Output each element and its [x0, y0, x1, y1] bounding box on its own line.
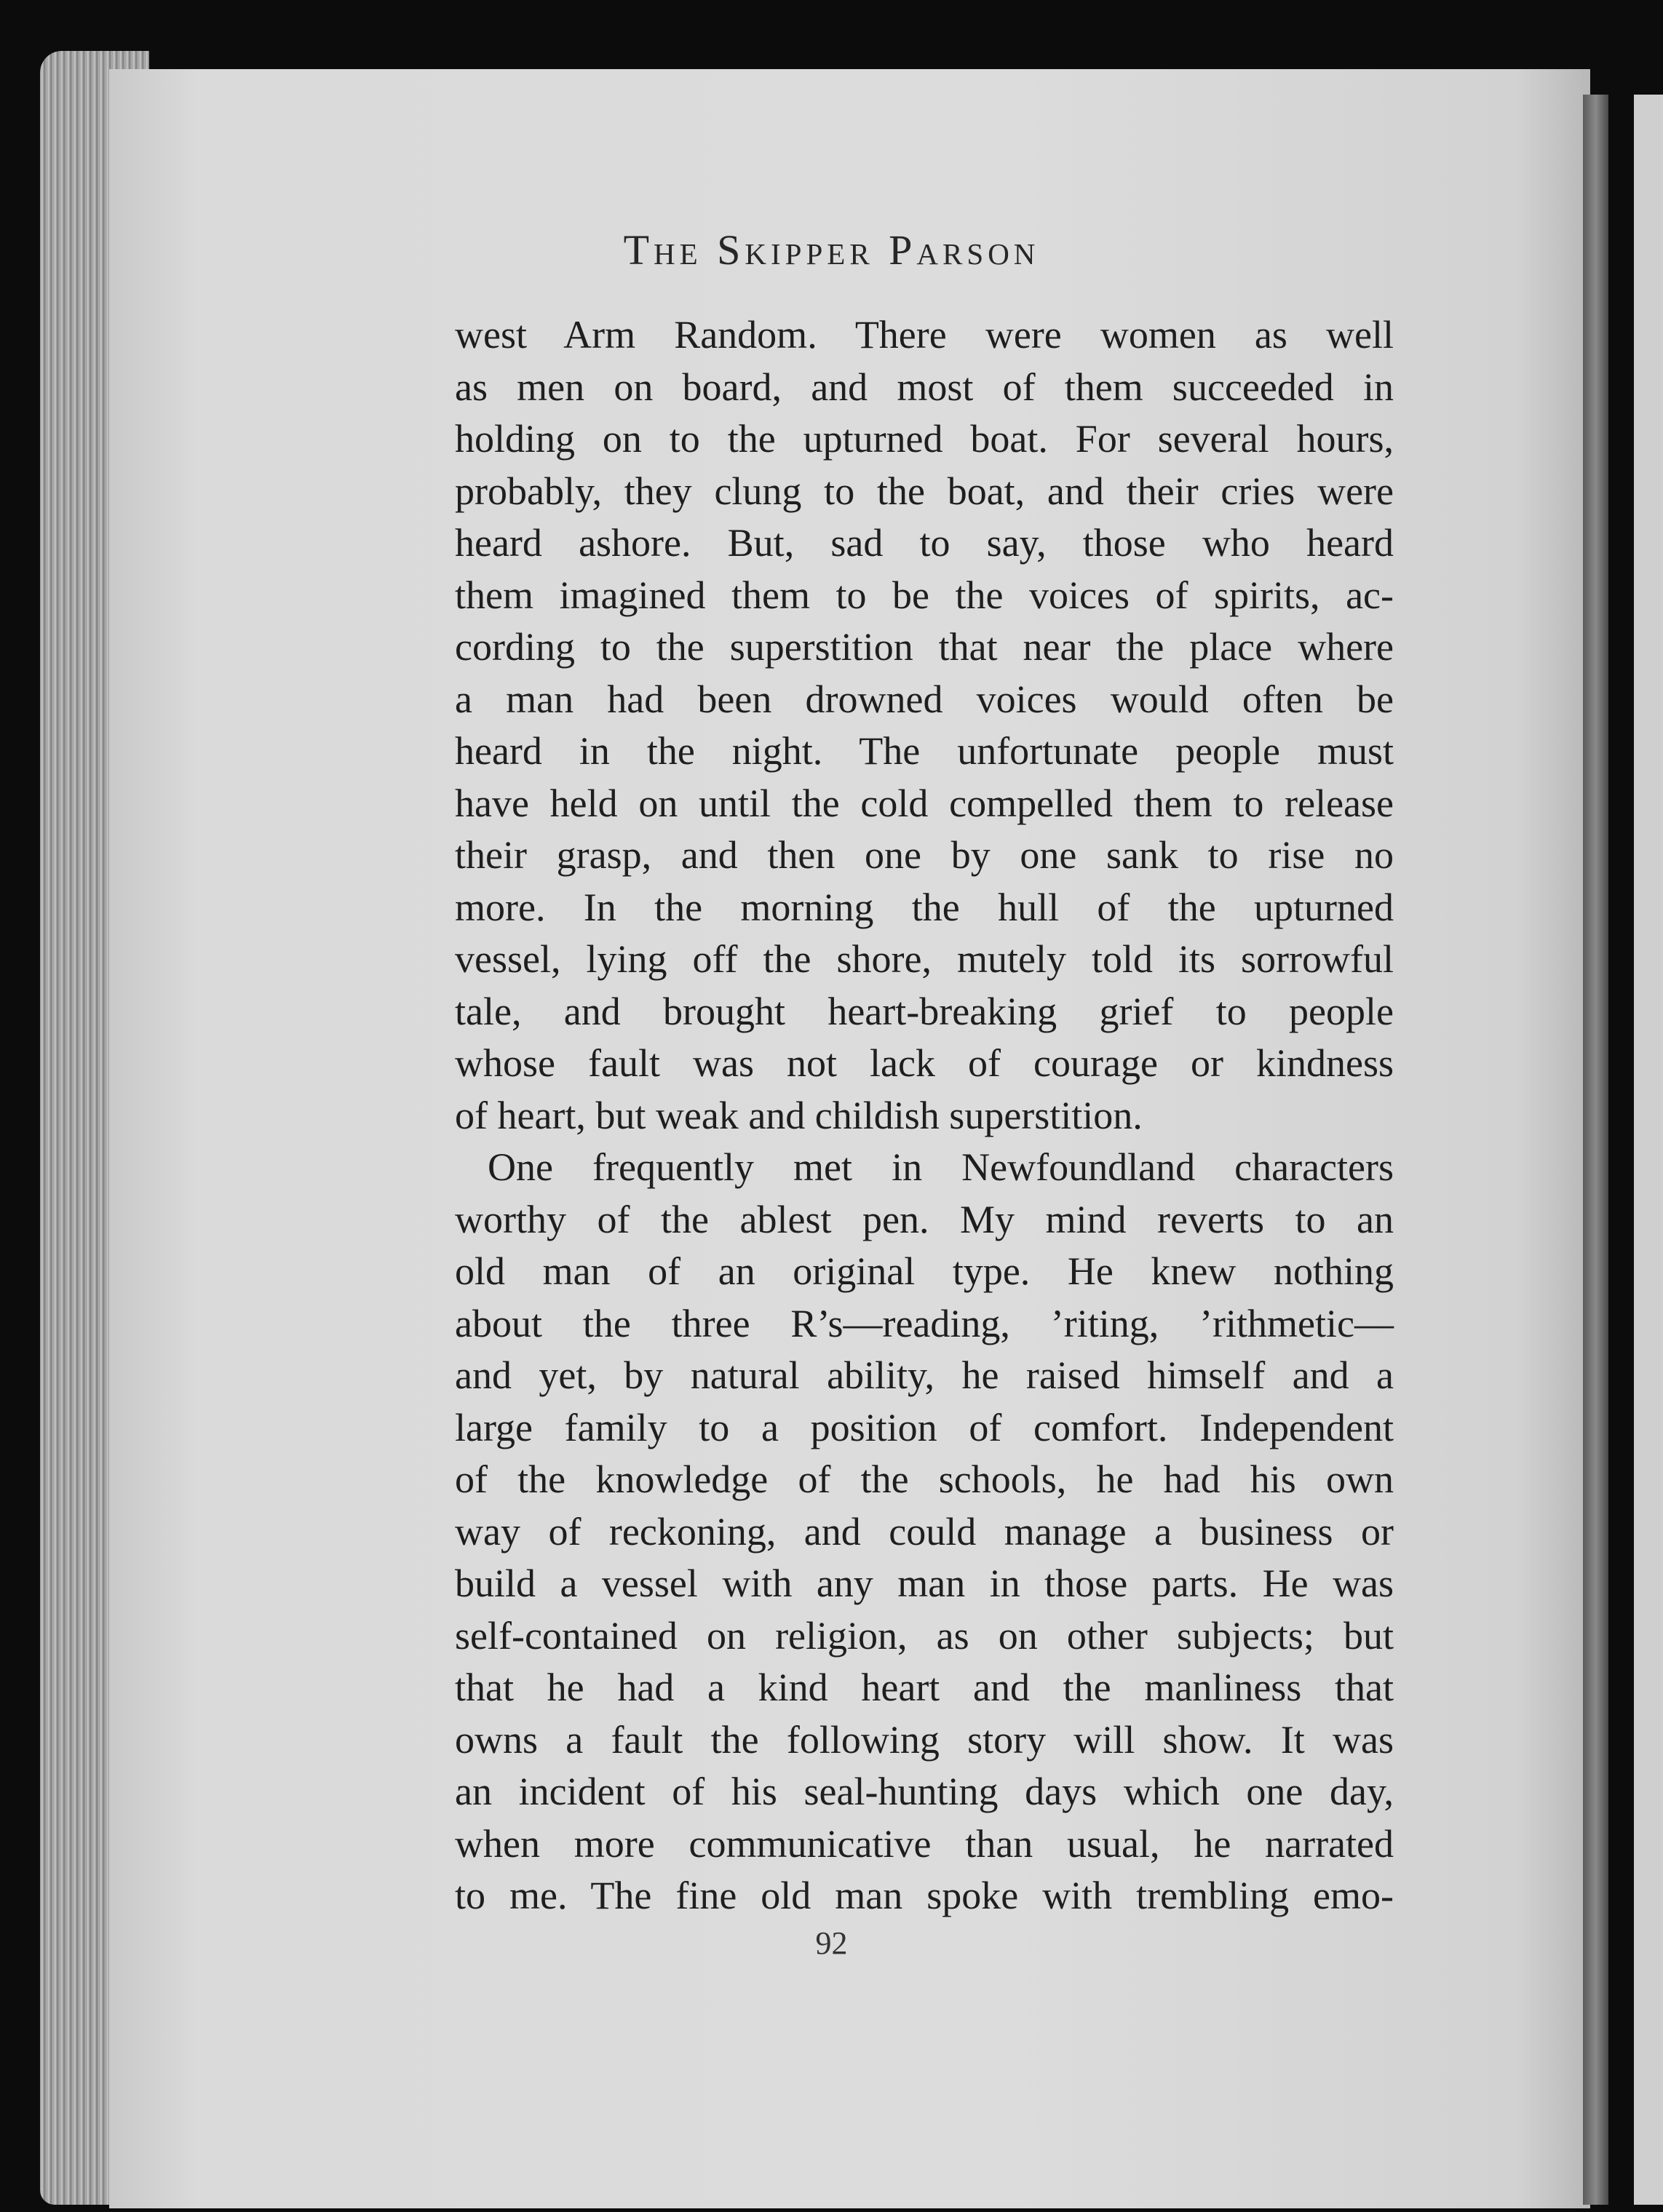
text-line: them imagined them to be the voices of spirits, ac-: [455, 573, 1394, 617]
text-line: large family to a position of comfort. Independent: [455, 1405, 1394, 1449]
text-line: more. In the morning the hull of the upturned: [455, 885, 1394, 929]
text-line: their grasp, and then one by one sank to rise no: [455, 833, 1394, 877]
facing-page-edge: [1634, 95, 1663, 2205]
text-line: tale, and brought heart-breaking grief to people: [455, 989, 1394, 1033]
paragraph: [455, 1142, 1394, 1922]
paragraph: [455, 309, 1394, 1142]
text-line: old man of an original type. He knew nothing: [455, 1249, 1394, 1293]
text-line: when more communicative than usual, he narrated: [455, 1821, 1394, 1866]
text-line: owns a fault the following story will show. It was: [455, 1717, 1394, 1762]
book-gutter: [1583, 95, 1608, 2205]
text-line: of the knowledge of the schools, he had his own: [455, 1457, 1394, 1501]
text-line: and yet, by natural ability, he raised himself and a: [455, 1353, 1394, 1397]
text-line: a man had been drowned voices would often be: [455, 677, 1394, 721]
text-line: that he had a kind heart and the manliness that: [455, 1666, 1394, 1709]
text-line: cording to the superstition that near the place where: [455, 625, 1394, 669]
text-line: as men on board, and most of them succeeded in: [455, 365, 1394, 409]
text-line: way of reckoning, and could manage a business or: [455, 1509, 1394, 1553]
text-line: vessel, lying off the shore, mutely told its sorrowful: [455, 937, 1394, 981]
text-line: heard ashore. But, sad to say, those who heard: [455, 521, 1394, 565]
text-line: heard in the night. The unfortunate people must: [455, 729, 1394, 773]
text-line: of heart, but weak and childish superstition.: [455, 1093, 1143, 1137]
text-line: an incident of his seal-hunting days which one day,: [455, 1770, 1394, 1813]
text-line: about the three R’s—reading, ’riting, ’rithmetic—: [455, 1301, 1394, 1345]
page-number: 92: [815, 1925, 848, 1961]
text-line: One frequently met in Newfoundland characters: [488, 1145, 1394, 1189]
text-line: build a vessel with any man in those parts. He was: [455, 1561, 1394, 1605]
text-line: self-contained on religion, as on other subjects; but: [455, 1613, 1394, 1658]
text-line: whose fault was not lack of courage or kindness: [455, 1041, 1394, 1085]
body-text: [455, 309, 1394, 1922]
text-line: holding on to the upturned boat. For several hours,: [455, 417, 1394, 461]
running-head: The Skipper Parson: [623, 226, 1040, 274]
text-line: to me. The fine old man spoke with trembling emo-: [455, 1874, 1394, 1917]
text-line: worthy of the ablest pen. My mind reverts to an: [455, 1197, 1394, 1241]
text-line: probably, they clung to the boat, and their cries were: [455, 469, 1394, 513]
text-line: have held on until the cold compelled them to release: [455, 781, 1394, 825]
text-line: west Arm Random. There were women as well: [455, 313, 1394, 357]
